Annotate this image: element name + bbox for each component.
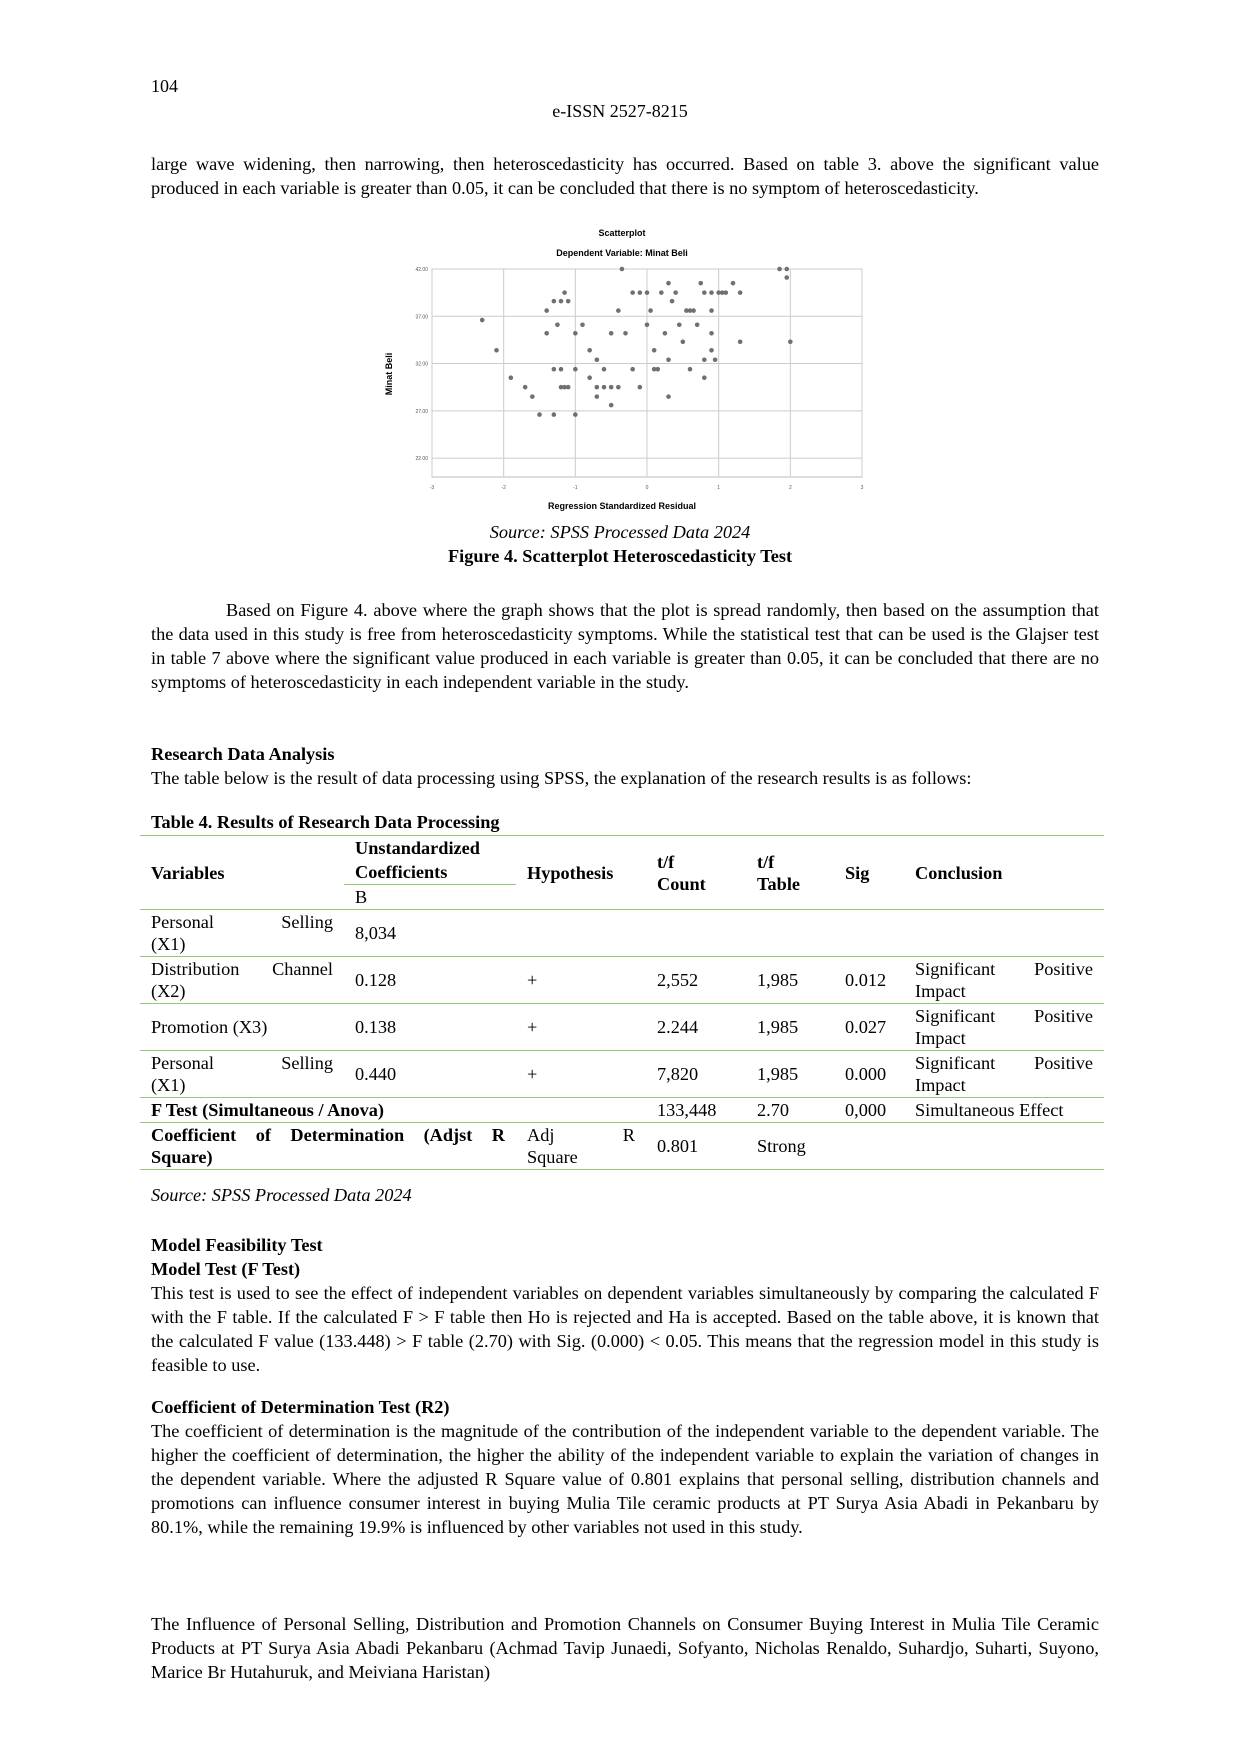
scatter-point [595, 357, 600, 362]
scatter-point [663, 331, 668, 336]
footer-text: The Influence of Personal Selling, Distribution and Promotion Channels on Consumer Buying Interest in Mulia Tile Ceramic Products at PT Surya Asia Abadi Pekanbaru (Achmad Tavip Junaedi, Sofyanto, Nicholas Renaldo, Suhardjo, Suharti, Suyono, Marice Br Hutahuruk, and Meiviana Haristan) [151, 1614, 1099, 1682]
row-hypothesis: + [516, 957, 646, 1004]
y-tick-label: 32.00 [415, 361, 428, 368]
figure-caption: Figure 4. Scatterplot Heteroscedasticity Test [447, 546, 793, 566]
x-tick-label: -1 [573, 485, 578, 491]
row-sig [834, 910, 904, 957]
header-conclusion: Conclusion [904, 836, 1104, 910]
row-tcount [646, 910, 746, 957]
scatter-point [691, 308, 696, 313]
f-test-row [140, 1098, 1104, 1123]
r2-value: 0.801 [646, 1123, 746, 1170]
scatter-point [666, 394, 671, 399]
scatter-point [688, 367, 693, 372]
scatter-point [609, 331, 614, 336]
scatter-point [537, 412, 542, 417]
header-ttable: t/f Table [746, 836, 834, 910]
scatter-point [645, 322, 650, 327]
scatter-point [666, 357, 671, 362]
scatter-point [559, 299, 564, 304]
scatter-point [609, 385, 614, 390]
scatter-point [580, 322, 585, 327]
scatter-point [698, 281, 703, 286]
row-b: 0.138 [344, 1004, 516, 1051]
scatter-point [630, 367, 635, 372]
scatter-point [731, 281, 736, 286]
page-number: 104 [151, 76, 178, 96]
scatter-point [616, 385, 621, 390]
row-variable: Promotion (X3) [140, 1004, 344, 1051]
x-tick-label: 0 [645, 485, 649, 491]
scatter-point [566, 299, 571, 304]
row-tcount: 7,820 [646, 1051, 746, 1098]
f-test-table: 2.70 [746, 1098, 834, 1123]
row-ttable [746, 910, 834, 957]
scatter-point [738, 290, 743, 295]
scatter-point [784, 267, 789, 272]
x-tick-label: 1 [717, 485, 721, 491]
table-row [140, 910, 1104, 957]
scatter-point [552, 367, 557, 372]
row-tcount: 2.244 [646, 1004, 746, 1051]
scatter-point [709, 308, 714, 313]
r2-text: The coefficient of determination is the magnitude of the contribution of the independent variable to the dependent variable. The higher the coefficient of determination, the higher the ability of the independent variable to explain the variation of changes in the dependent variable. Where the adjusted R Square value of 0.801 explains that personal selling, distribution channels and promotions can influence consumer interest in buying Mulia Tile ceramic products at PT Surya Asia Abadi in Pekanbaru by 80.1%, while the remaining 19.9% is influenced by other variables not used in this study. [151, 1421, 1099, 1537]
scatter-point [681, 340, 686, 345]
row-conclusion: Significant Positive Impact [904, 1051, 1104, 1098]
scatter-point [587, 348, 592, 353]
scatter-point [659, 290, 664, 295]
scatter-point [523, 385, 528, 390]
scatter-point [724, 290, 729, 295]
table-row [140, 957, 1104, 1004]
row-sig: 0.027 [834, 1004, 904, 1051]
x-tick-label: 2 [788, 485, 792, 491]
row-ttable: 1,985 [746, 957, 834, 1004]
header-variables: Variables [140, 836, 344, 910]
table-header-row [140, 836, 1104, 861]
scatter-point [670, 299, 675, 304]
r2-label: Coefficient of Determination (Adjst R Square) [140, 1123, 516, 1170]
table-source: Source: SPSS Processed Data 2024 [151, 1185, 412, 1205]
header-hypothesis: Hypothesis [516, 836, 646, 910]
row-hypothesis: + [516, 1004, 646, 1051]
research-heading: Research Data Analysis [151, 744, 335, 764]
results-table [140, 835, 1104, 1170]
y-tick-label: 37.00 [415, 314, 428, 321]
plot-area [415, 267, 863, 491]
f-test-count: 133,448 [646, 1098, 746, 1123]
row-sig: 0.012 [834, 957, 904, 1004]
scatter-point [777, 267, 782, 272]
intro-paragraph: large wave widening, then narrowing, then heteroscedasticity has occurred. Based on table 3. above the significant value produced in each variable is greater than 0.05, it can be concluded that there is no symptom of heteroscedasticity. [151, 154, 1099, 198]
scatter-point [655, 367, 660, 372]
scatter-point [573, 412, 578, 417]
scatter-point [673, 290, 678, 295]
r2-hypothesis: Adj R Square [516, 1123, 646, 1170]
row-sig: 0.000 [834, 1051, 904, 1098]
scatter-point [709, 331, 714, 336]
figure-source: Source: SPSS Processed Data 2024 [489, 522, 751, 542]
row-hypothesis [516, 910, 646, 957]
scatter-point [595, 385, 600, 390]
scatter-point [638, 290, 643, 295]
scatter-point [609, 403, 614, 408]
scatter-point [784, 275, 789, 280]
row-b: 0.440 [344, 1051, 516, 1098]
row-variable: Distribution Channel (X2) [140, 957, 344, 1004]
r2-heading: Coefficient of Determination Test (R2) [151, 1397, 450, 1417]
r2-strength: Strong [746, 1123, 834, 1170]
table-row [140, 1051, 1104, 1098]
x-tick-label: -2 [501, 485, 506, 491]
scatter-point [480, 318, 485, 323]
scatter-point [530, 394, 535, 399]
scatter-point [566, 385, 571, 390]
row-ttable: 1,985 [746, 1004, 834, 1051]
chart-title: Scatterplot [598, 228, 646, 238]
scatter-point [494, 348, 499, 353]
scatter-point [509, 375, 514, 380]
scatter-point [587, 375, 592, 380]
row-hypothesis: + [516, 1051, 646, 1098]
row-conclusion: Significant Positive Impact [904, 957, 1104, 1004]
research-text: The table below is the result of data processing using SPSS, the explanation of the research results is as follows: [151, 768, 972, 788]
f-test-sig: 0,000 [834, 1098, 904, 1123]
scatter-point [552, 299, 557, 304]
chart-y-label: Minat Beli [384, 352, 394, 396]
scatter-point [638, 385, 643, 390]
x-tick-label: 3 [860, 485, 864, 491]
scatter-point [630, 290, 635, 295]
scatter-point [648, 308, 653, 313]
header-tcount: t/f Count [646, 836, 746, 910]
table-title: Table 4. Results of Research Data Processing [151, 812, 500, 832]
f-test-conclusion: Simultaneous Effect [904, 1098, 1104, 1123]
scatter-point [695, 322, 700, 327]
paragraph-2: Based on Figure 4. above where the graph shows that the plot is spread randomly, then based on the assumption that the data used in this study is free from heteroscedasticity symptoms. While the statistical test that can be used is the Glajser test in table 7 above where the significant value produced in each variable is greater than 0.05, it can be concluded that there are no symptoms of heteroscedasticity in each independent variable in the study. [151, 600, 1099, 692]
header-coef-2: Coefficients [344, 860, 516, 885]
y-tick-label: 22.00 [415, 456, 428, 463]
scatter-point [573, 331, 578, 336]
row-b: 8,034 [344, 910, 516, 957]
scatterplot-chart [372, 226, 872, 516]
scatter-point [788, 340, 793, 345]
row-ttable: 1,985 [746, 1051, 834, 1098]
r2-row [140, 1123, 1104, 1170]
x-tick-label: -3 [429, 485, 435, 491]
scatter-point [702, 375, 707, 380]
header-coef-1: Unstandardized [344, 836, 516, 861]
scatter-point [713, 357, 718, 362]
header-sig: Sig [834, 836, 904, 910]
scatter-point [573, 367, 578, 372]
header-coef-b: B [355, 887, 368, 907]
scatter-point [602, 385, 607, 390]
scatter-point [555, 322, 560, 327]
scatter-point [559, 367, 564, 372]
model-heading-1: Model Feasibility Test [151, 1235, 323, 1255]
scatter-point [738, 340, 743, 345]
row-variable: Personal Selling (X1) [140, 910, 344, 957]
row-conclusion: Significant Positive Impact [904, 1004, 1104, 1051]
y-tick-label: 42.00 [415, 267, 428, 273]
row-tcount: 2,552 [646, 957, 746, 1004]
chart-x-label: Regression Standardized Residual [547, 501, 697, 511]
table-row [140, 1004, 1104, 1051]
y-tick-label: 27.00 [415, 408, 428, 415]
scatter-point [616, 308, 621, 313]
chart-subtitle: Dependent Variable: Minat Beli [556, 248, 688, 258]
scatter-point [702, 290, 707, 295]
scatter-point [645, 290, 650, 295]
row-variable: Personal Selling (X1) [140, 1051, 344, 1098]
f-test-label: F Test (Simultaneous / Anova) [140, 1098, 516, 1123]
scatter-point [666, 281, 671, 286]
scatter-point [544, 331, 549, 336]
scatter-point [595, 394, 600, 399]
scatter-point [623, 331, 628, 336]
scatter-point [709, 348, 714, 353]
scatter-point [552, 412, 557, 417]
scatter-point [620, 267, 625, 272]
scatter-point [652, 348, 657, 353]
row-b: 0.128 [344, 957, 516, 1004]
scatter-point [544, 308, 549, 313]
model-text: This test is used to see the effect of independent variables on dependent variables simultaneously by comparing the calculated F with the F table. If the calculated F > F table then Ho is rejected and Ha is accepted. Based on the table above, it is known that the calculated F value (133.448) > F table (2.70) with Sig. (0.000) < 0.05. This means that the regression model in this study is feasible to use. [151, 1283, 1099, 1375]
issn-header: e-ISSN 2527-8215 [552, 101, 688, 121]
row-conclusion [904, 910, 1104, 957]
scatter-point [562, 290, 567, 295]
scatter-point [677, 322, 682, 327]
scatter-point [709, 290, 714, 295]
scatter-point [602, 367, 607, 372]
model-heading-2: Model Test (F Test) [151, 1259, 301, 1279]
scatter-point [702, 357, 707, 362]
